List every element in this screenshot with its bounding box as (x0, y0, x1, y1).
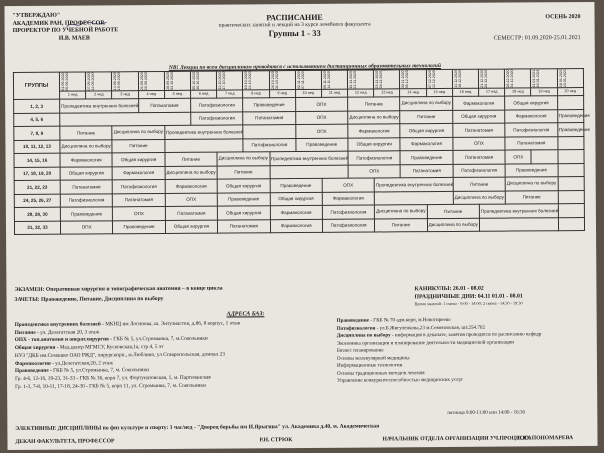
subject-cell: Дисциплина по выбору (375, 205, 427, 219)
week-header: 11 нед (321, 89, 347, 97)
subject-cell: Патанатомия (60, 180, 112, 194)
subject-cell (375, 191, 454, 205)
subject-cell: Правоведение (217, 192, 269, 206)
address-text: Информационные технологии (336, 362, 403, 369)
subject-cell: Общая хирургия (453, 110, 505, 124)
subject-cell: Патофизиология (243, 138, 295, 152)
subject-cell: Дисциплина по выбору (112, 125, 164, 139)
date-range: 14.12.2020 19.12.2020 (453, 69, 462, 88)
approve-label: "УТВЕРЖДАЮ" (12, 12, 61, 20)
subject-cell: Питание (375, 218, 427, 232)
subject-cell: Патофизиология (322, 218, 374, 232)
subject-cell: Фармакология (505, 109, 557, 123)
address-text: - ул.Делегатская,20, 2 этаж (50, 359, 113, 367)
schedule-table (13, 68, 591, 235)
subject-cell: Питание (112, 139, 164, 153)
week-header: 3 нед (112, 91, 138, 99)
subject-cell: ОПХ (295, 124, 347, 138)
subject-cell: Фармакология (270, 219, 322, 233)
title-block (155, 13, 435, 38)
address-text: Гр. 4-6, 12-16, 19-23, 31-33 - ГКБ № 36, корп 7, ул. Фортунатовская, 1, м. Партизанская (15, 374, 211, 382)
subject-cell: Правоведение (557, 109, 583, 123)
week-header: 7 нед (217, 90, 243, 98)
holidays-label: ПРАЗДНИЧНЫЕ ДНИ: 04.11 01.01 - 08.01 (414, 292, 523, 300)
subject-cell (558, 217, 584, 231)
subject-cell (243, 125, 295, 139)
subject-cell: Дисциплина по выбору (348, 110, 400, 124)
date-range: 30.11.2020 05.12.2020 (401, 70, 410, 89)
date-header (164, 71, 190, 90)
friday-time: пятница 9:00-11:00 или 14:00 - 16:30 (447, 410, 526, 416)
address-subject: Дисциплина по выбору (336, 332, 391, 339)
week-header: 16 нед (452, 88, 478, 96)
subject-cell: Общая хирургия (270, 192, 322, 206)
subject-cell (531, 150, 557, 164)
date-range: 21.12.2020 26.12.2020 (479, 69, 489, 88)
subject-cell: Фармакология (112, 166, 164, 180)
address-subject: Правоведение (336, 317, 370, 324)
subject-cell: Пропедевтика внутренних болезней (165, 125, 244, 139)
subject-cell: Фармакология (165, 179, 217, 193)
date-range: 23.11.2020 28.11.2020 (375, 70, 384, 89)
subject-cell: Патофизиология (348, 151, 400, 165)
subject-cell: Общая хирургия (217, 179, 269, 193)
subject-cell (558, 177, 584, 191)
address-subject: Питание (14, 329, 36, 336)
date-range: 07.09.2020 12.09.2020 (87, 72, 96, 91)
approval-block (13, 12, 119, 43)
date-header (59, 72, 85, 91)
date-header (347, 70, 373, 89)
season-label: ОСЕНЬ 2020 (545, 14, 581, 21)
subject-cell: Правоведение (505, 163, 557, 177)
address-subject: Пропедевтика внутренних болезней (14, 321, 101, 329)
subject-cell: Фармакология (270, 205, 322, 219)
subject-cell: Патофизиология (191, 98, 243, 112)
date-header (531, 69, 557, 88)
week-header: 8 нед (243, 90, 269, 98)
groups-title: Группы 1 - 33 (268, 27, 321, 39)
subject-cell: ОПХ (295, 111, 347, 125)
date-header (112, 72, 138, 91)
subject-cell: Общая хирургия (217, 206, 269, 220)
subject-cell: Питание (427, 204, 479, 218)
subject-cell: Патанатомия (453, 123, 505, 137)
subject-cell: Питание (165, 152, 217, 166)
subject-cell: Питание (505, 190, 557, 204)
subject-cell: Патанатомия (401, 164, 453, 178)
exam-line: ЭКЗАМЕН: Оперативная хирургия и топографическая анатомия – в конце цикла (14, 285, 223, 294)
subject-cell: ОПХ (295, 97, 347, 111)
subject-cell: Общая хирургия (112, 152, 164, 166)
date-range: 09.11.2020 14.11.2020 (322, 70, 331, 89)
address-text: Управление конкурентоспособностью медицинских услуг (337, 376, 464, 384)
subject-cell: ОПХ (453, 137, 505, 151)
subject-cell: Правоведение (270, 178, 322, 192)
date-range: 19.10.2020 24.10.2020 (244, 71, 253, 90)
head-title: НАЧАЛЬНИК ОТДЕЛА ОРГАНИЗАЦИИ УЧ.ПРОЦЕССА (382, 435, 532, 443)
subject-cell: Патанатомия (113, 193, 165, 207)
date-range: 05.10.2020 10.10.2020 (191, 71, 200, 90)
date-range: 28.12.2020 31.12.2020 (506, 69, 515, 88)
subject-cell (558, 204, 584, 218)
address-text: Основы молекулярной медицины (336, 354, 410, 362)
subject-cell: Дисциплина по выбору (427, 218, 479, 232)
date-range: 01.09.2020 05.09.2020 (60, 72, 70, 91)
address-subject: Патофизиология (336, 324, 376, 332)
week-header: 14 нед (400, 89, 426, 97)
subject-cell: Патанатомия (165, 206, 217, 220)
subject-cell: Общая хирургия (348, 137, 400, 151)
address-text: - МКНЦ им Логинова, ш. Энтузиастов, д.86, 8 корпус, 1 этаж (100, 320, 241, 328)
credits-line: ЗАЧЕТЫ: Правоведение, Питание, Дисциплина по выбору (14, 295, 164, 304)
address-text: Бизнес планирование (336, 347, 384, 354)
subject-cell: Дисциплина по выбору (60, 139, 112, 153)
subject-cell: Патанатомия (243, 111, 295, 125)
address-text: - ГКБ № 5, ул.Стромынка, 7, м.Сокольники (108, 336, 208, 343)
date-range: 02.11.2020 07.11.2020 (296, 71, 305, 89)
elective-line (15, 423, 379, 432)
date-range: 18.01.2021 23.01.2021 (558, 69, 567, 88)
subject-cell: Пропедевтика внутренних болезней (479, 204, 558, 218)
subject-cell: Правоведение (400, 150, 452, 164)
subject-cell: ОПХ (348, 164, 400, 178)
address-text: Экономика организации и планирование деятельности медицинской организации (336, 339, 515, 347)
date-header (374, 70, 400, 89)
date-header (138, 71, 164, 90)
approver-name: И.В. МАЕВ (58, 34, 90, 42)
page-subtitle: практических занятий и лекций на 3 курсе лечебного факультета (218, 21, 371, 29)
subject-cell: Фармакология (452, 96, 504, 110)
subject-cell: Пропедевтика внутренних болезней (269, 151, 348, 165)
group-cell: 14, 15, 16 (14, 153, 60, 167)
semester-label: СЕМЕСТР: 01.09.2020-25.01.2021 (493, 34, 581, 42)
date-header (452, 69, 478, 88)
address-line (337, 376, 592, 385)
address-text: - информация в деканате, занятия проводятся по расписанию кафедр (390, 331, 542, 339)
week-header: 10 нед (295, 89, 321, 97)
subject-cell (270, 165, 349, 179)
address-text: - ГКБ № 5, ул.Стромынка, 7, м. Сокольники (48, 367, 149, 374)
address-subject: Фармакология (14, 360, 51, 367)
subject-cell: ОПХ (322, 178, 374, 192)
academic-title: АКАДЕМИК РАН, ПРОФЕССОР, (12, 19, 105, 27)
date-range: 07.12.2020 12.12.2020 (427, 70, 436, 89)
dean-name: Р.Н. СТРЮК (259, 437, 293, 444)
subject-cell (557, 136, 583, 150)
date-header (243, 71, 269, 90)
date-range: 21.09.2020 26.09.2020 (139, 72, 148, 91)
subject-cell: Общая хирургия (400, 123, 452, 137)
subject-cell (557, 96, 583, 110)
subject-cell (479, 217, 558, 231)
week-header: 13 нед (374, 89, 400, 97)
subject-cell: Общая хирургия (60, 166, 112, 180)
date-header (505, 69, 531, 88)
group-cell: 21, 22, 23 (14, 180, 60, 194)
subject-cell: Общая хирургия (165, 220, 217, 234)
group-cell: 31, 32, 33 (14, 221, 60, 235)
week-header: 12 нед (348, 89, 374, 97)
lecture-note: NB! Лекции по всем дисциплинам проводятся с использованием дистанционных образовательных технологий (168, 63, 441, 71)
date-range: 11.01.2021 16.01.2021 (532, 69, 541, 88)
vacation-label: КАНИКУЛЫ: 26.01 - 08.02 (414, 285, 484, 293)
date-header (478, 69, 504, 88)
week-header: 9 нед (269, 90, 295, 98)
date-header (269, 71, 295, 90)
date-range: 12.10.2020 17.10.2020 (218, 71, 227, 90)
table-row (14, 217, 584, 234)
week-header: 19 нед (531, 88, 557, 96)
subject-cell: Питание (60, 126, 112, 140)
address-subject: ОПХ - топ.анатомия и операт.хирургия (14, 336, 109, 344)
subject-cell: Патофизиология (505, 123, 557, 137)
subject-cell: ОПХ (505, 150, 531, 164)
date-header (217, 71, 243, 90)
subject-cell: ОПХ (60, 220, 112, 234)
date-header (321, 70, 347, 89)
subject-cell: Фармакология (400, 137, 452, 151)
address-text: Гр. 1-3, 7-8, 10-11, 17-18, 24-30 - ГКБ № 5, корп 11, ул. Стромынка, 7, м. Сокольники (15, 382, 206, 390)
group-column-header: ГРУППЫ (13, 72, 59, 99)
empty-cell (558, 163, 584, 177)
date-range: 26.10.2020 31.10.2020 (270, 71, 279, 90)
subject-cell (558, 190, 584, 204)
subject-cell: Пропедевтика внутренних болезней (60, 99, 139, 113)
subject-cell: Правоведение (296, 138, 348, 152)
subject-cell: Питание (348, 97, 400, 111)
address-text: НУЗ "ДКБ им.Семашко ОАО РЖД", хирург.корп., м.Люблино, ул Ставропольская, домовл 23 (14, 351, 225, 359)
subject-cell: Дисциплина по выбору (505, 177, 557, 191)
address-text: Основы традиционных методов лечения (337, 369, 425, 377)
subject-cell: Правоведение (113, 220, 165, 234)
empty-cell (558, 150, 584, 164)
subject-cell: Правоведение (60, 207, 112, 221)
subject-cell: Патанатомия (453, 150, 505, 164)
dean-title: ДЕКАН ФАКУЛЬТЕТА, ПРОФЕССОР (15, 438, 115, 445)
subject-cell: Правоведение (243, 98, 295, 112)
address-text: - ГКБ № 70 адм.корп, м.Новогиреево (369, 316, 451, 324)
week-header: 17 нед (479, 88, 505, 96)
subject-cell: Патофизиология (60, 193, 112, 207)
addresses-right (337, 316, 592, 385)
group-cell: 17, 18, 19, 20 (14, 167, 60, 181)
subject-cell: Дисциплина по выбору (217, 152, 269, 166)
group-cell: 4, 5, 6 (14, 113, 60, 127)
holidays-block (414, 285, 522, 306)
date-header (86, 72, 112, 91)
week-header: 4 нед (138, 90, 164, 98)
address-subject: Общая хирургия (14, 344, 56, 352)
week-header: 6 нед (190, 90, 216, 98)
subject-cell: Пропедевтика внутренних болезней (374, 177, 453, 191)
address-subject: Правоведение (14, 367, 49, 375)
group-cell: 10, 11, 12, 13 (14, 140, 60, 154)
group-cell: 28, 29, 30 (14, 207, 60, 221)
head-name: Е.Ю. ПОНОМАРЕВА (517, 435, 574, 442)
week-header: 1 нед (60, 91, 86, 99)
date-header (400, 70, 426, 89)
page-title: РАСПИСАНИЕ (266, 12, 323, 23)
week-header: 15 нед (426, 88, 452, 96)
elective-text: ЭЛЕКТИВНЫЕ ДИСЦИПЛИНЫ по физ культуре и спорту: 1 час/нед - "Дворец борьбы им И.Ярыгина" ул. Академика д.40, м. Академическая (15, 423, 380, 432)
date-header (295, 70, 321, 89)
subject-cell: Правоведение (557, 123, 583, 137)
subject-cell: Патанатомия (218, 219, 270, 233)
date-range: 28.09.2020 03.10.2020 (165, 71, 174, 90)
week-header: 20 нед (557, 88, 583, 96)
subject-cell: Патофизиология (113, 179, 165, 193)
group-cell: 7, 8, 9 (14, 126, 60, 140)
subject-cell: ОПХ (165, 193, 217, 207)
subject-cell: Патанатомия (138, 98, 190, 112)
group-cell: 1, 2, 3 (14, 99, 60, 113)
prorector-title: ПРОРЕКТОР ПО УЧЕБНОЙ РАБОТЕ (12, 27, 119, 35)
week-header: 18 нед (505, 88, 531, 96)
address-text: - Мед.центр МГМСУ, Кусковская,1а, стр 4, 5 эт (55, 344, 164, 351)
date-header (426, 69, 452, 88)
subject-cell (165, 138, 244, 152)
date-header (557, 69, 583, 88)
subject-cell: Дисциплина по выбору (453, 191, 505, 205)
subject-cell: Питание (453, 177, 505, 191)
group-cell: 24, 25, 26, 27 (14, 194, 60, 208)
address-title: АДРЕСА БАЗ: (226, 311, 265, 318)
subject-cell: Общая хирургия (505, 96, 557, 110)
subject-cell: Патофизиология (453, 164, 505, 178)
addresses-left (15, 320, 315, 391)
subject-cell: Питание (217, 165, 269, 179)
subject-cell: Питание (400, 110, 452, 124)
season-block (493, 14, 580, 43)
address-line (15, 382, 315, 392)
subject-cell: Патофизиология (191, 111, 243, 125)
schedule-sheet (4, 2, 597, 450)
address-text: - ул. Делегатская 20, 3 этаж (35, 329, 100, 336)
week-header: 2 нед (86, 91, 112, 99)
address-text: - ул.Б.Жигуленкова,23 м.Семеновская, шт.254.702 (375, 324, 486, 331)
subject-cell: ОПХ (113, 206, 165, 220)
date-range: 14.09.2020 19.09.2020 (113, 72, 122, 91)
week-header: 5 нед (164, 90, 190, 98)
subject-cell: Дисциплина по выбору (400, 96, 452, 110)
subject-cell: Патофизиология (322, 205, 374, 219)
date-header (190, 71, 216, 90)
class-time: Время занятий: 1 смена - 9:00 - 14:00; 2 смена - 14:30 - 19:30 (414, 300, 523, 307)
subject-cell: Фармакология (60, 153, 112, 167)
subject-cell: Патанатомия (505, 136, 557, 150)
subject-cell (60, 112, 191, 126)
subject-cell: Фармакология (322, 191, 374, 205)
date-range: 16.11.2020 21.11.2020 (348, 70, 358, 89)
subject-cell: Фармакология (348, 124, 400, 138)
subject-cell: Дисциплина по выбору (165, 166, 217, 180)
